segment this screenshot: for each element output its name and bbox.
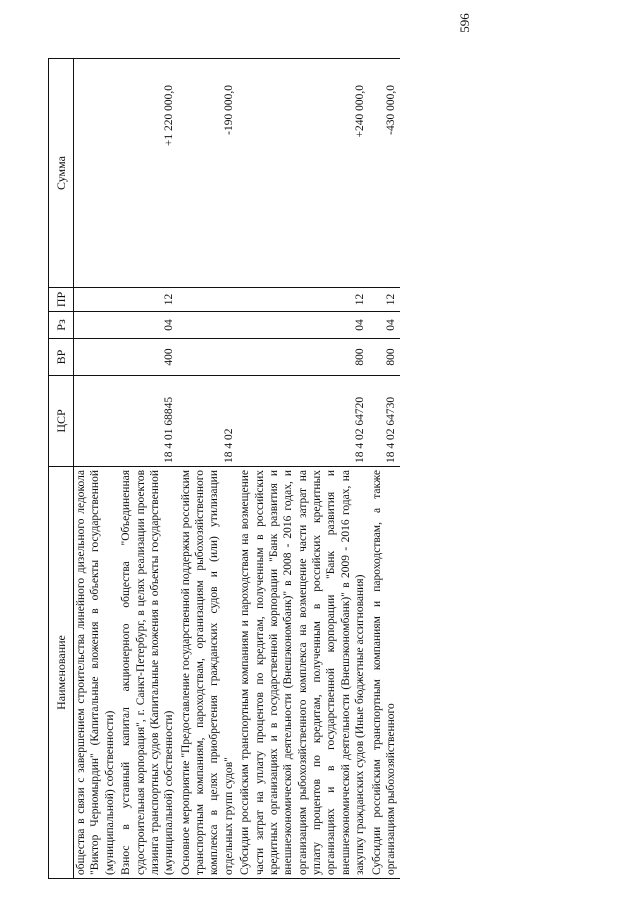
row-vr (74, 339, 120, 376)
row-pr: 12 (238, 288, 369, 312)
row-name: Субсидии российским транспортным компаниям и пароходствам, а также организациям рыбохозяйственного (370, 467, 401, 879)
table-row (74, 59, 120, 879)
budget-table-sheet (48, 59, 601, 879)
row-name: Субсидии российским транспортным компаниям и пароходствам на возмещение части затрат на уплату процентов по кредитам, полученным в российских кредитных организациях и в государственной корпорации "Банк развития и внешнеэкономической деятельности (Внешэкономбанк)" в 2008 - 2016 годах, и организациям рыбохозяйственного комплекса на возмещение части затрат на уплату процентов по кредитам, полученным в российских кредитных организациях и в государственной корпорации "Банк развития и внешнеэкономической деятельности (Внешэкономбанк)" в 2009 - 2016 годах, на закупку гражданских судов (Иные бюджетные ассигнования) (238, 467, 369, 879)
header-name: Наименование (49, 467, 74, 879)
header-row (49, 59, 74, 879)
row-rz: 04 (119, 312, 179, 339)
row-vr: 800 (238, 339, 369, 376)
row-name: Основное мероприятие "Предоставление государственной поддержки российским транспортным компаниям, пароходствам, организациям рыбохозяйственного комплекса в целях приобретения гражданских судов и (или) утилизации отдельных групп судов" (179, 467, 239, 879)
table-row (119, 59, 179, 879)
budget-table (48, 58, 400, 879)
row-sum (74, 59, 120, 288)
table-row (238, 59, 369, 879)
header-sum: Сумма (49, 59, 74, 288)
row-pr (179, 288, 239, 312)
header-csr: ЦСР (49, 376, 74, 467)
header-vr: ВР (49, 339, 74, 376)
row-vr: 800 (370, 339, 401, 376)
row-sum: +1 220 000,0 (119, 59, 179, 288)
row-vr: 400 (119, 339, 179, 376)
page-number: 596 (456, 13, 472, 33)
row-pr: 12 (119, 288, 179, 312)
row-csr: 18 4 01 68845 (119, 376, 179, 467)
row-csr: 18 4 02 64730 (370, 376, 401, 467)
row-name: Взнос в уставный капитал акционерного общества "Объединенная судостроительная корпорация", г. Санкт-Петербург, в целях реализации проектов лизинга транспортных судов (Капитальные вложения в объекты государственной (муниципальной) собственности) (119, 467, 179, 879)
row-rz (179, 312, 239, 339)
row-rz: 04 (238, 312, 369, 339)
row-sum: +240 000,0 (238, 59, 369, 288)
row-sum: -430 000,0 (370, 59, 401, 288)
row-csr (74, 376, 120, 467)
row-pr: 12 (370, 288, 401, 312)
header-pr: ПР (49, 288, 74, 312)
header-rz: Рз (49, 312, 74, 339)
row-rz: 04 (370, 312, 401, 339)
row-rz (74, 312, 120, 339)
row-vr (179, 339, 239, 376)
table-row (179, 59, 239, 879)
row-name: общества в связи с завершением строительства линейного дизельного ледокола "Виктор Черномырдин" (Капитальные вложения в объекты государственной (муниципальной) собственности) (74, 467, 120, 879)
row-pr (74, 288, 120, 312)
row-csr: 18 4 02 (179, 376, 239, 467)
row-sum: -190 000,0 (179, 59, 239, 288)
row-csr: 18 4 02 64720 (238, 376, 369, 467)
table-row (370, 59, 401, 879)
